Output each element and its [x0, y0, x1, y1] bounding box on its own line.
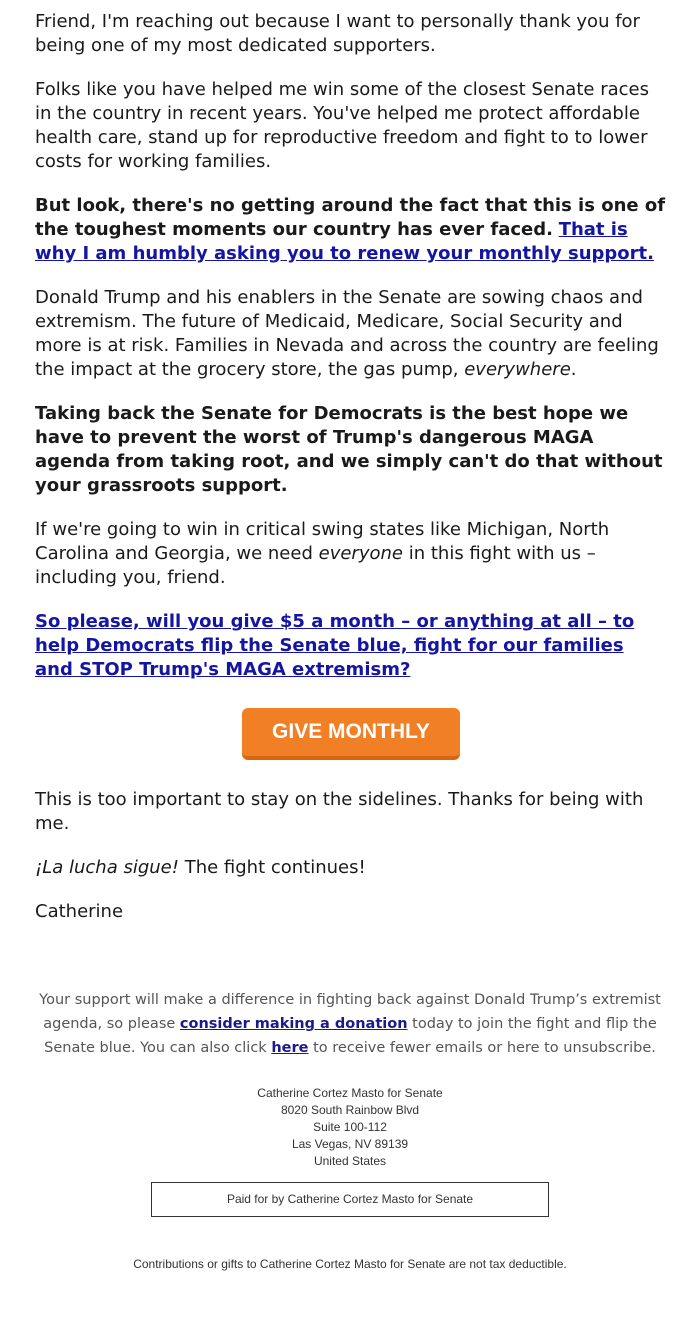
footer-text-a: Your support will make a difference in fighting back against Donald Trump’s extremist agenda, so please — [39, 992, 661, 1032]
address-city: Las Vegas, NV 89139 — [291, 1137, 409, 1151]
renew-support-link[interactable]: That is why I am humbly asking you to renew your monthly support. — [35, 219, 654, 264]
address-name: Catherine Cortez Masto for Senate — [257, 1086, 443, 1100]
address-country: United States — [313, 1154, 387, 1168]
donation-link[interactable]: consider making a donation — [179, 1016, 408, 1032]
paragraph-trump-chaos — [35, 286, 667, 382]
paragraph-thanks: Friend, I'm reaching out because I want to personally thank you for being one of my most dedicated supporters. — [35, 11, 640, 56]
emphasis-everywhere: everywhere — [464, 359, 571, 380]
paragraph-toughest-moments — [35, 194, 667, 266]
footer-text-c: to receive fewer emails or here to unsubscribe. — [313, 1040, 656, 1056]
give-monthly-button[interactable]: GIVE MONTHLY — [242, 708, 460, 760]
swing-states-text-a: If we're going to win in critical swing states like Michigan, North Carolina and Georgia, we need — [35, 519, 610, 564]
paragraph-sidelines: This is too important to stay on the sidelines. Thanks for being with me. — [35, 789, 644, 834]
emphasis-la-lucha: ¡La lucha sigue! — [35, 857, 179, 878]
fewer-emails-link[interactable]: here — [271, 1040, 309, 1056]
address-suite: Suite 100-112 — [313, 1120, 387, 1134]
paragraph-ask — [35, 610, 667, 682]
email-body — [35, 10, 667, 944]
mailing-address — [150, 1085, 550, 1170]
paragraph-swing-states — [35, 518, 667, 590]
paragraph-senate-races: Folks like you have helped me win some of the closest Senate races in the country in recent years. You've helped me protect affordable health care, stand up for reproductive freedom and fight to to lower costs for working families. — [35, 79, 649, 172]
footer-text-b: today to join the fight and flip the Senate blue. You can also click — [44, 1016, 657, 1056]
emphasis-everyone: everyone — [318, 543, 403, 564]
swing-states-text-b: in this fight with us – including you, friend. — [35, 543, 596, 588]
address-street: 8020 South Rainbow Blvd — [280, 1103, 420, 1117]
period: . — [570, 359, 577, 380]
bold-statement: But look, there's no getting around the fact that this is one of the toughest moments our country has ever faced. — [35, 195, 666, 240]
footer-note — [30, 988, 670, 1060]
paragraph-trump-text: Donald Trump and his enablers in the Senate are sowing chaos and extremism. The future of Medicaid, Medicare, Social Security and more is at risk. Families in Nevada and across the country are feeling the impact at the grocery store, the gas pump, — [35, 287, 659, 380]
give-five-monthly-link[interactable]: So please, will you give $5 a month – or anything at all – to help Democrats flip the Senate blue, fight for our families and STOP Trump's MAGA extremism? — [35, 611, 635, 680]
signature: Catherine — [35, 901, 124, 922]
cta-container — [35, 708, 667, 760]
paragraph-take-back-senate: Taking back the Senate for Democrats is the best hope we have to prevent the worst of Trump's dangerous MAGA agenda from taking root, and we simply can't do that without your grassroots support. — [35, 403, 663, 496]
paragraph-la-lucha — [35, 856, 667, 880]
fight-continues-text: The fight continues! — [184, 857, 366, 878]
paid-for-box: Paid for by Catherine Cortez Masto for Senate — [151, 1182, 549, 1217]
tax-disclaimer: Contributions or gifts to Catherine Cortez Masto for Senate are not tax deductible. — [133, 1257, 567, 1271]
